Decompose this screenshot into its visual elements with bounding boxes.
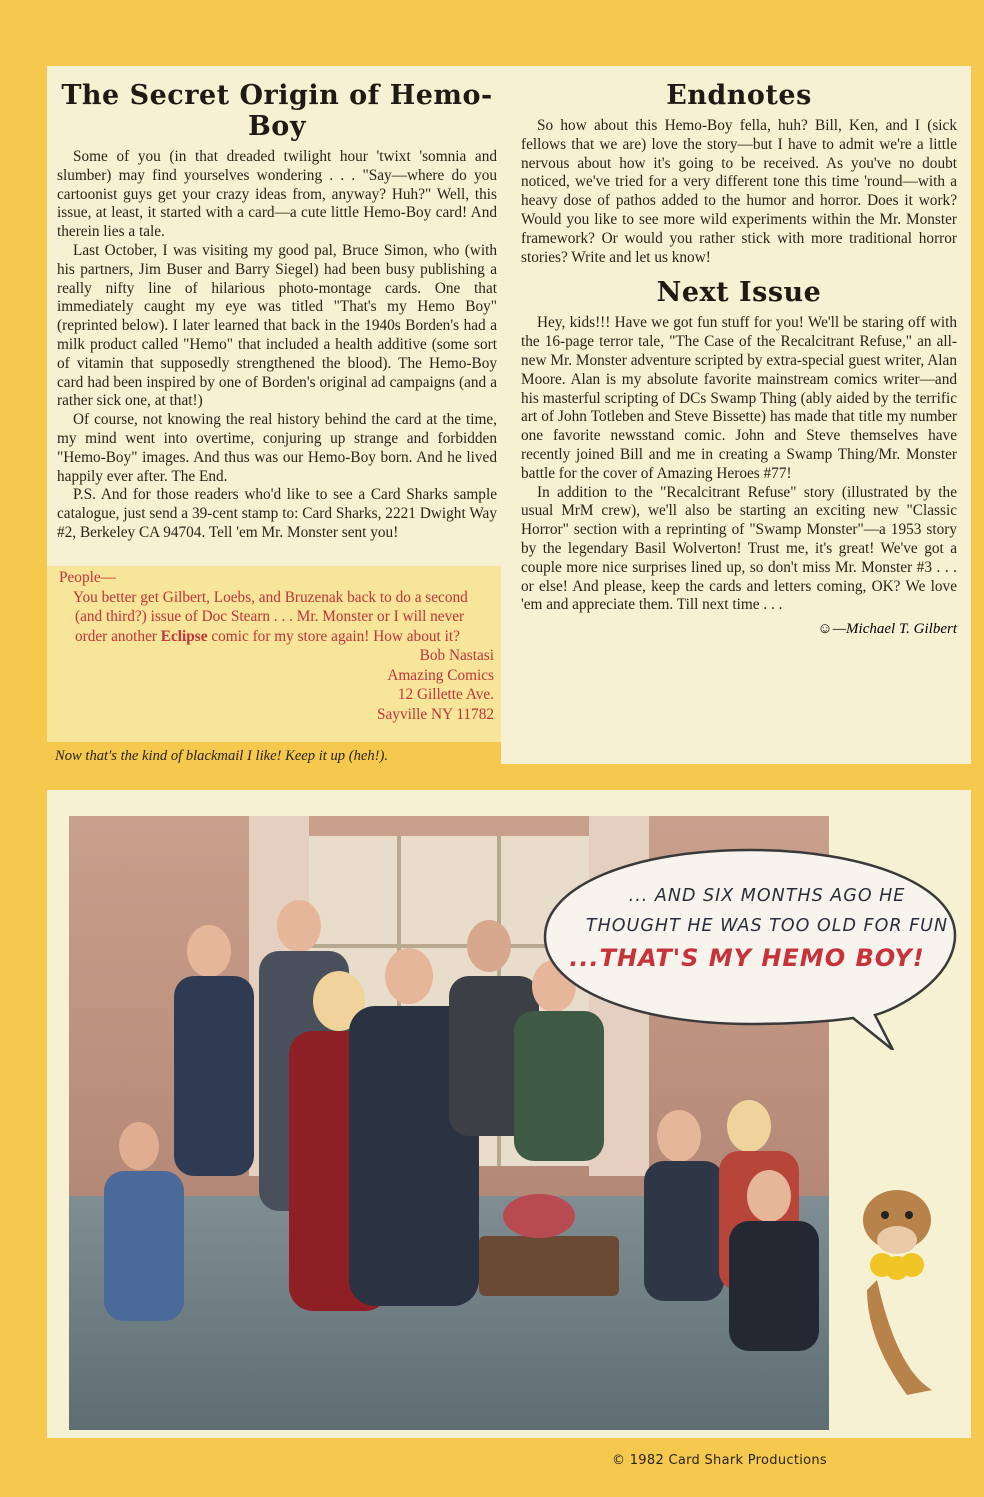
next-issue-paragraph: Hey, kids!!! Have we got fun stuff for you! We'll be staring off with the 16-page terror tale, "The Case of the Recalcitrant Refuse," an all-new Mr. Monster adventure scripted by extra-special guest writer, Alan Moore. Alan is my absolute favorite mainstream comics writer—and his masterful scripting of DCs Swamp Thing (ably aided by the terrific art of John Totleben and Steve Bissette) has made that title my number one favorite newsstand comic. John and Steve themselves have recently joined Bill and me in creating a Swamp Thing/Mr. Monster battle for the cover of Amazing Heroes #77! [521, 314, 957, 482]
eclipse-brand: Eclipse [160, 627, 208, 645]
endnotes-title: Endnotes [666, 80, 812, 111]
endnotes-body [521, 117, 957, 267]
editor-reply: Now that's the kind of blackmail I like! Keep it up (heh!). [55, 748, 389, 764]
letter-text: You better get Gilbert, Loebs, and Bruzenak back to do a second (and third?) issue of Doc Stearn . . . Mr. Monster or I will never order another [73, 588, 468, 645]
article-title: The Secret Origin of Hemo-Boy [61, 80, 493, 142]
reader-letter [47, 566, 502, 742]
article-paragraph: Last October, I was visiting my good pal, Bruce Simon, who (with his partners, Jim Buser and Barry Siegel) had been busy publishing a really nifty line of hilarious photo-montage cards. One that immediately caught my eye was titled "That's my Hemo Boy" (reprinted below). I later learned that back in the 1940s Borden's had a milk product called "Hemo" that included a health additive (some sort of vitamin that supposedly strengthened the blood). The Hemo-Boy card had been inspired by one of Borden's original ad campaigns (and a rather sick one, at that!) [57, 241, 497, 410]
coffee-table [479, 1236, 619, 1296]
letter-text: comic for my store again! How about it? [207, 627, 460, 645]
bubble-line-1: ... AND SIX MONTHS AGO HE [628, 886, 906, 906]
endnotes-paragraph: So how about this Hemo-Boy fella, huh? Bill, Ken, and I (sick fellows that we are) love the story—but I have to admit we're a little nervous about how it's going to be received. As you've no doubt noticed, we've tried for a very different tone this time 'round—with a heavy dose of pathos added to the humor and horror. Does it work? Would you like to see more wild experiments within the Mr. Monster framework? Or would you rather stick with more traditional horror stories? Write and let us know! [521, 117, 957, 266]
endnotes-panel [501, 66, 971, 764]
letter-signature-street: 12 Gillette Ave. [397, 686, 494, 703]
letter-signature-name: Bob Nastasi [419, 647, 494, 664]
elsie-cow-mascot [837, 1170, 957, 1400]
article-paragraph: Of course, not knowing the real history behind the card at the time, my mind went into overtime, conjuring up strange and forbidden "Hemo-Boy" images. And thus was our Hemo-Boy born. And he lived happily ever after. The End. [57, 411, 497, 485]
article-body [57, 148, 497, 543]
next-issue-body [521, 314, 957, 615]
bubble-line-3: ...THAT'S MY HEMO BOY! [569, 944, 925, 972]
letter-signature-store: Amazing Comics [387, 666, 494, 684]
hemo-boy-ad-card [47, 790, 971, 1438]
letter-salutation: People— [59, 569, 116, 586]
bubble-line-2: THOUGHT HE WAS TOO OLD FOR FUN [585, 916, 949, 936]
article-secret-origin [47, 66, 509, 574]
author-signature: ☺—Michael T. Gilbert [817, 621, 957, 638]
copyright-notice: © 1982 Card Shark Productions [612, 1453, 827, 1468]
next-issue-title: Next Issue [656, 277, 822, 309]
letter-signature-city: Sayville NY 11782 [377, 705, 494, 723]
article-paragraph: P.S. And for those readers who'd like to see a Card Sharks sample catalogue, just send a 39-cent stamp to: Card Sharks, 2221 Dwight Way #2, Berkeley CA 94704. Tell 'em Mr. Monster sent you! [57, 486, 497, 541]
article-paragraph: Some of you (in that dreaded twilight hour 'twixt 'somnia and slumber) may find yourselves wondering . . . "Say—where do you cartoonist guys get your crazy ideas from, anyway? Huh?" Well, this issue, at least, it started with a card—a cute little Hemo-Boy card! And therein lies a tale. [57, 148, 497, 241]
next-issue-paragraph: In addition to the "Recalcitrant Refuse" story (illustrated by the usual MrM crew), we'll also be starting an exciting new "Classic Horror" section with a reprinting of "Swamp Monster"—a 1953 story by the legendary Basil Wolverton! Trust me, it's great! We've got a couple more nice surprises lined up, so don't miss Mr. Monster #3 . . . or else! And please, keep the cards and letters coming, OK? We love 'em and appreciate them. Till next time . . . [521, 483, 957, 614]
flower-bowl [503, 1194, 575, 1238]
letter-body [59, 588, 494, 647]
